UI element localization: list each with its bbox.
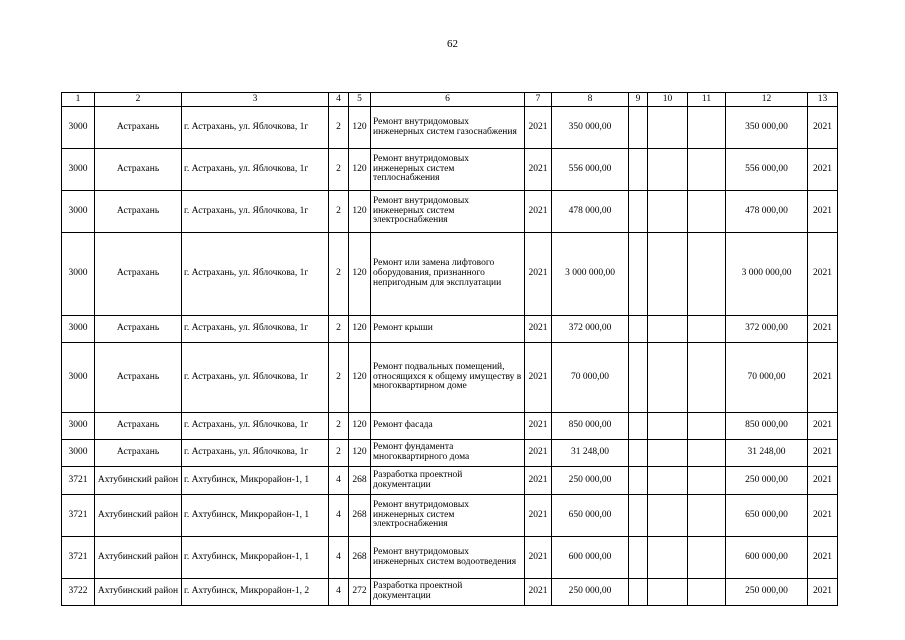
column-header: 1: [62, 93, 95, 107]
work-type-cell: Ремонт подвальных помещений, относящихся к общему имуществу в многоквартирном доме: [371, 343, 525, 413]
column-header: 7: [525, 93, 552, 107]
floors-cell: 4: [329, 467, 349, 495]
column-header: 3: [182, 93, 329, 107]
address-cell: г. Астрахань, ул. Яблочкова, 1г: [182, 149, 329, 191]
completion-year-cell: 2021: [808, 316, 838, 343]
floors-cell: 4: [329, 495, 349, 537]
year-cell: 2021: [525, 495, 552, 537]
address-cell: г. Астрахань, ул. Яблочкова, 1г: [182, 233, 329, 316]
empty-cell: [629, 149, 648, 191]
empty-cell: [688, 233, 726, 316]
completion-year-cell: 2021: [808, 579, 838, 606]
column-header: 6: [371, 93, 525, 107]
work-type-cell: Ремонт фасада: [371, 413, 525, 440]
column-header: 2: [95, 93, 182, 107]
municipality-cell: Астрахань: [95, 107, 182, 149]
work-type-cell: Ремонт внутридомовых инженерных систем водоотведения: [371, 537, 525, 579]
empty-cell: [629, 537, 648, 579]
year-cell: 2021: [525, 440, 552, 467]
municipality-cell: Астрахань: [95, 343, 182, 413]
column-header: 13: [808, 93, 838, 107]
table-row: [62, 537, 838, 579]
area-cell: 272: [349, 579, 371, 606]
address-cell: г. Астрахань, ул. Яблочкова, 1г: [182, 343, 329, 413]
table-row: [62, 343, 838, 413]
empty-cell: [648, 343, 688, 413]
completion-year-cell: 2021: [808, 467, 838, 495]
cost-cell: 650 000,00: [552, 495, 629, 537]
empty-cell: [648, 233, 688, 316]
area-cell: 268: [349, 495, 371, 537]
municipality-cell: Ахтубинский район: [95, 579, 182, 606]
year-cell: 2021: [525, 343, 552, 413]
cost-cell: 478 000,00: [552, 191, 629, 233]
column-header: 5: [349, 93, 371, 107]
empty-cell: [648, 149, 688, 191]
column-header: 4: [329, 93, 349, 107]
year-cell: 2021: [525, 467, 552, 495]
table-row: [62, 495, 838, 537]
column-header: 12: [726, 93, 808, 107]
empty-cell: [629, 343, 648, 413]
table-body: [62, 107, 838, 606]
empty-cell: [629, 440, 648, 467]
object-id-cell: 3000: [62, 149, 95, 191]
table-row: [62, 413, 838, 440]
municipality-cell: Астрахань: [95, 413, 182, 440]
cost-cell: 250 000,00: [552, 579, 629, 606]
work-type-cell: Ремонт внутридомовых инженерных систем газоснабжения: [371, 107, 525, 149]
empty-cell: [688, 440, 726, 467]
empty-cell: [629, 413, 648, 440]
object-id-cell: 3000: [62, 233, 95, 316]
cost-cell: 350 000,00: [552, 107, 629, 149]
work-type-cell: Ремонт внутридомовых инженерных систем теплоснабжения: [371, 149, 525, 191]
municipality-cell: Астрахань: [95, 233, 182, 316]
total-cost-cell: 650 000,00: [726, 495, 808, 537]
floors-cell: 2: [329, 149, 349, 191]
address-cell: г. Ахтубинск, Микрорайон-1, 2: [182, 579, 329, 606]
total-cost-cell: 3 000 000,00: [726, 233, 808, 316]
area-cell: 268: [349, 467, 371, 495]
area-cell: 120: [349, 149, 371, 191]
table-row: [62, 149, 838, 191]
floors-cell: 2: [329, 316, 349, 343]
object-id-cell: 3722: [62, 579, 95, 606]
empty-cell: [629, 579, 648, 606]
work-type-cell: Ремонт внутридомовых инженерных систем электроснабжения: [371, 495, 525, 537]
floors-cell: 4: [329, 579, 349, 606]
empty-cell: [629, 107, 648, 149]
object-id-cell: 3721: [62, 467, 95, 495]
cost-cell: 3 000 000,00: [552, 233, 629, 316]
work-type-cell: Ремонт или замена лифтового оборудования, признанного непригодным для эксплуатации: [371, 233, 525, 316]
completion-year-cell: 2021: [808, 537, 838, 579]
address-cell: г. Астрахань, ул. Яблочкова, 1г: [182, 191, 329, 233]
empty-cell: [688, 495, 726, 537]
work-type-cell: Ремонт фундамента многоквартирного дома: [371, 440, 525, 467]
cost-cell: 850 000,00: [552, 413, 629, 440]
cost-cell: 70 000,00: [552, 343, 629, 413]
address-cell: г. Астрахань, ул. Яблочкова, 1г: [182, 316, 329, 343]
total-cost-cell: 31 248,00: [726, 440, 808, 467]
table-row: [62, 316, 838, 343]
column-header: 10: [648, 93, 688, 107]
work-type-cell: Разработка проектной документации: [371, 467, 525, 495]
cost-cell: 372 000,00: [552, 316, 629, 343]
empty-cell: [629, 495, 648, 537]
year-cell: 2021: [525, 233, 552, 316]
floors-cell: 4: [329, 537, 349, 579]
floors-cell: 2: [329, 233, 349, 316]
year-cell: 2021: [525, 537, 552, 579]
empty-cell: [688, 316, 726, 343]
address-cell: г. Астрахань, ул. Яблочкова, 1г: [182, 107, 329, 149]
empty-cell: [629, 316, 648, 343]
cost-cell: 556 000,00: [552, 149, 629, 191]
area-cell: 120: [349, 343, 371, 413]
empty-cell: [648, 495, 688, 537]
object-id-cell: 3000: [62, 413, 95, 440]
completion-year-cell: 2021: [808, 107, 838, 149]
area-cell: 268: [349, 537, 371, 579]
floors-cell: 2: [329, 440, 349, 467]
object-id-cell: 3000: [62, 440, 95, 467]
floors-cell: 2: [329, 413, 349, 440]
table-row: [62, 191, 838, 233]
address-cell: г. Астрахань, ул. Яблочкова, 1г: [182, 440, 329, 467]
work-type-cell: Ремонт внутридомовых инженерных систем электроснабжения: [371, 191, 525, 233]
page-number: 62: [447, 38, 458, 50]
completion-year-cell: 2021: [808, 149, 838, 191]
empty-cell: [648, 413, 688, 440]
object-id-cell: 3721: [62, 537, 95, 579]
total-cost-cell: 556 000,00: [726, 149, 808, 191]
column-header: 8: [552, 93, 629, 107]
empty-cell: [648, 440, 688, 467]
empty-cell: [688, 191, 726, 233]
municipality-cell: Ахтубинский район: [95, 467, 182, 495]
empty-cell: [629, 467, 648, 495]
year-cell: 2021: [525, 191, 552, 233]
total-cost-cell: 372 000,00: [726, 316, 808, 343]
table-row: [62, 440, 838, 467]
municipality-cell: Астрахань: [95, 191, 182, 233]
empty-cell: [648, 191, 688, 233]
area-cell: 120: [349, 316, 371, 343]
address-cell: г. Ахтубинск, Микрорайон-1, 1: [182, 467, 329, 495]
empty-cell: [648, 316, 688, 343]
municipality-cell: Ахтубинский район: [95, 537, 182, 579]
floors-cell: 2: [329, 343, 349, 413]
area-cell: 120: [349, 191, 371, 233]
area-cell: 120: [349, 440, 371, 467]
table-row: [62, 467, 838, 495]
completion-year-cell: 2021: [808, 495, 838, 537]
year-cell: 2021: [525, 413, 552, 440]
municipality-cell: Астрахань: [95, 316, 182, 343]
year-cell: 2021: [525, 107, 552, 149]
column-header: 11: [688, 93, 726, 107]
total-cost-cell: 70 000,00: [726, 343, 808, 413]
total-cost-cell: 250 000,00: [726, 467, 808, 495]
cost-cell: 250 000,00: [552, 467, 629, 495]
total-cost-cell: 350 000,00: [726, 107, 808, 149]
year-cell: 2021: [525, 579, 552, 606]
empty-cell: [688, 413, 726, 440]
completion-year-cell: 2021: [808, 440, 838, 467]
address-cell: г. Ахтубинск, Микрорайон-1, 1: [182, 537, 329, 579]
cost-cell: 600 000,00: [552, 537, 629, 579]
floors-cell: 2: [329, 107, 349, 149]
address-cell: г. Астрахань, ул. Яблочкова, 1г: [182, 413, 329, 440]
empty-cell: [688, 149, 726, 191]
year-cell: 2021: [525, 149, 552, 191]
area-cell: 120: [349, 233, 371, 316]
cost-cell: 31 248,00: [552, 440, 629, 467]
table-row: [62, 233, 838, 316]
area-cell: 120: [349, 413, 371, 440]
repair-program-table: [61, 92, 838, 606]
municipality-cell: Ахтубинский район: [95, 495, 182, 537]
year-cell: 2021: [525, 316, 552, 343]
municipality-cell: Астрахань: [95, 440, 182, 467]
area-cell: 120: [349, 107, 371, 149]
object-id-cell: 3000: [62, 343, 95, 413]
object-id-cell: 3000: [62, 316, 95, 343]
work-type-cell: Ремонт крыши: [371, 316, 525, 343]
completion-year-cell: 2021: [808, 233, 838, 316]
object-id-cell: 3721: [62, 495, 95, 537]
column-header: 9: [629, 93, 648, 107]
table-header-row: [62, 93, 838, 107]
empty-cell: [629, 191, 648, 233]
empty-cell: [648, 467, 688, 495]
total-cost-cell: 600 000,00: [726, 537, 808, 579]
municipality-cell: Астрахань: [95, 149, 182, 191]
table-row: [62, 579, 838, 606]
empty-cell: [629, 233, 648, 316]
total-cost-cell: 478 000,00: [726, 191, 808, 233]
total-cost-cell: 250 000,00: [726, 579, 808, 606]
address-cell: г. Ахтубинск, Микрорайон-1, 1: [182, 495, 329, 537]
empty-cell: [648, 537, 688, 579]
floors-cell: 2: [329, 191, 349, 233]
object-id-cell: 3000: [62, 107, 95, 149]
work-type-cell: Разработка проектной документации: [371, 579, 525, 606]
empty-cell: [688, 343, 726, 413]
empty-cell: [688, 467, 726, 495]
empty-cell: [688, 579, 726, 606]
table-row: [62, 107, 838, 149]
completion-year-cell: 2021: [808, 343, 838, 413]
empty-cell: [648, 579, 688, 606]
empty-cell: [648, 107, 688, 149]
completion-year-cell: 2021: [808, 413, 838, 440]
completion-year-cell: 2021: [808, 191, 838, 233]
total-cost-cell: 850 000,00: [726, 413, 808, 440]
empty-cell: [688, 107, 726, 149]
empty-cell: [688, 537, 726, 579]
object-id-cell: 3000: [62, 191, 95, 233]
